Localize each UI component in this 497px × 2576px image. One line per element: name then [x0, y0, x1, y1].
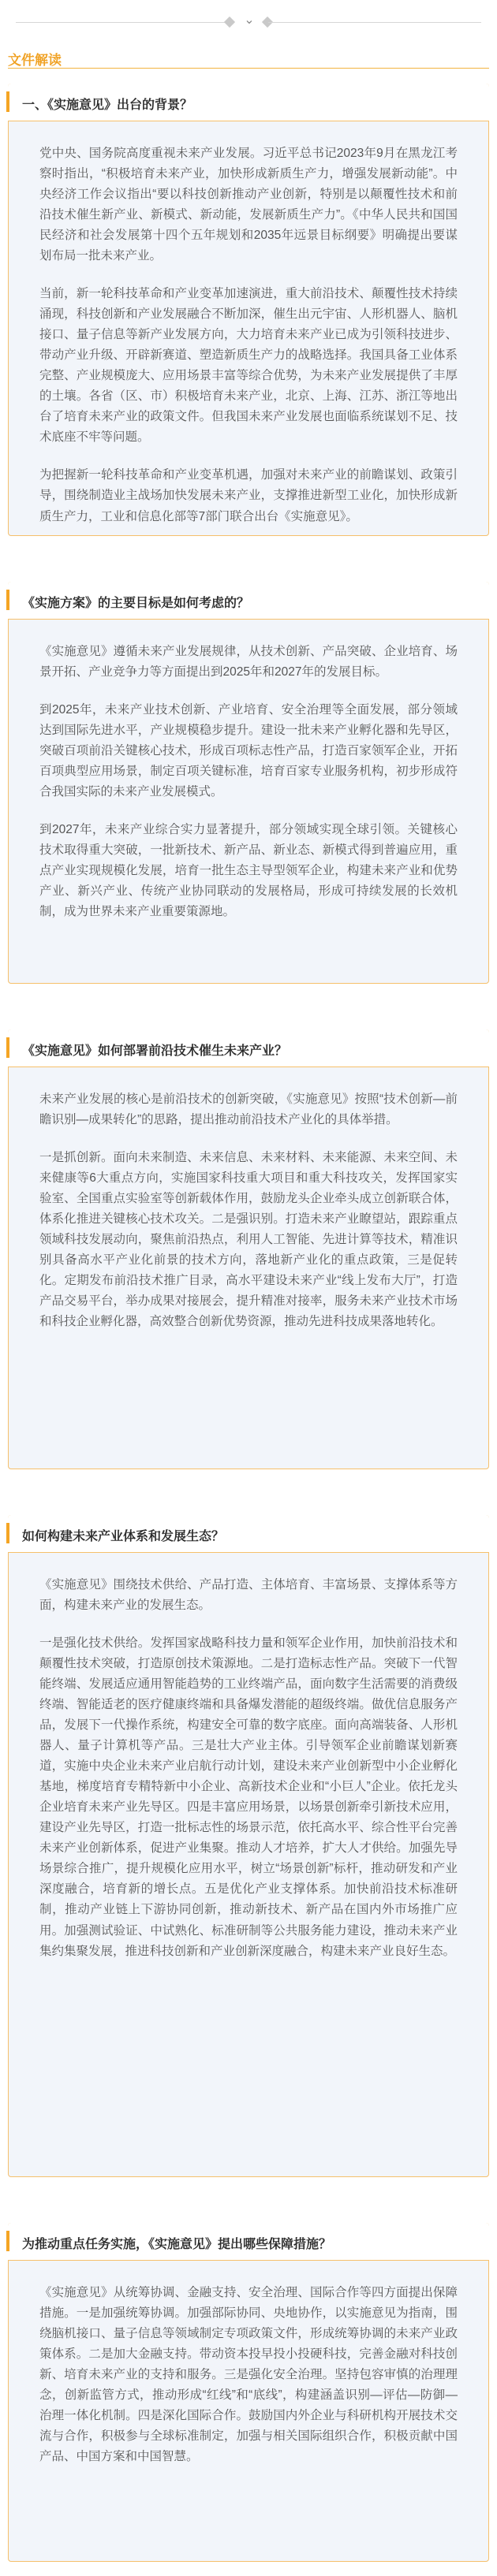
accent-bar: [6, 590, 9, 610]
faq-card-background: [8, 582, 489, 984]
faq-answer: [39, 642, 458, 940]
faq-card-background: [8, 2223, 489, 2562]
faq-card-background: [8, 1515, 489, 2177]
faq-answer: [39, 1089, 458, 1349]
section-title: 文件解读: [8, 53, 62, 68]
answer-paragraph: 一是抓创新。面向未来制造、未来信息、未来材料、未来能源、未来空间、未来健康等6大重点方向，实施国家科技重大项目和重大科技攻关，发挥国家实验室、全国重点实验室等创新载体作用，鼓励龙头企业牵头成立创新联合体，体系化推进关键核心技术攻关。二是强识别。打造未来产业瞭望站，跟踪重点领域科技发展动向，聚焦前沿热点，利用人工智能、先进计算等技术，精准识别具备高水平产业化前景的技术方向，落地新产业化的重点政策，三是促转化。定期发布前沿技术推广目录，高水平建设未来产业“线上发布大厅”，打造产品交易平台，举办成果对接展会，提升精准对接率，服务未来产业技术市场和科技企业孵化器，高效整合创新优势资源，推动先进科技成果落地转化。: [39, 1151, 458, 1329]
accent-bar: [6, 2231, 9, 2251]
faq-card-header: [8, 1515, 489, 1553]
faq-card-header: [8, 1029, 489, 1067]
chevron-down-icon[interactable]: ⌄: [244, 13, 255, 27]
faq-card-header: [8, 2223, 489, 2261]
answer-paragraph: 《实施意见》围绕技术供给、产品打造、主体培育、丰富场景、支撑体系等方面，构建未来产业的发展生态。: [39, 1578, 458, 1613]
answer-paragraph: 当前，新一轮科技革命和产业变革加速演进，重大前沿技术、颠覆性技术持续涌现，科技创新和产业发展融合不断加深，催生出元宇宙、人形机器人、脑机接口、量子信息等新产业发展方向，大力培育未来产业已成为引领科技进步、带动产业升级、开辟新赛道、塑造新质生产力的战略选择。我国具备工业体系完整、产业规模庞大、应用场景丰富等综合优势，为未来产业发展提供了丰厚的土壤。各省（区、市）积极培育未来产业，北京、上海、江苏、浙江等地出台了培育未来产业的政策文件。但我国未来产业发展也面临系统谋划不足、技术底座不牢等问题。: [39, 287, 458, 445]
answer-paragraph: 一是强化技术供给。发挥国家战略科技力量和领军企业作用，加快前沿技术和颠覆性技术突破，打造原创技术策源地。二是打造标志性产品。突破下一代智能终端、发展适应通用智能趋势的工业终端产品，面向数字生活需要的消费级终端、智能适老的医疗健康终端和具备爆发潜能的超级终端。做优信息服务产品，发展下一代操作系统，构建安全可靠的数字底座。面向高端装备、人形机器人、量子计算机等产品。三是壮大产业主体。引导领军企业前瞻谋划新赛道，实施中央企业未来产业启航行动计划，建设未来产业创新型中小企业孵化基地，梯度培育专精特新中小企业、高新技术企业和“小巨人”企业。依托龙头企业培育未来产业先导区。四是丰富应用场景，以场景创新牵引新技术应用，建设产业先导区，打造一批标志性的场景示范，依托高水平、综合性平台完善未来产业创新体系，促进产业集聚。推动人才培养，扩大人才供给。加强先导场景综合推广，提升规模化应用水平，树立“场景创新”标杆，推动研发和产业深度融合，培育新的增长点。五是优化产业支撑体系。加快前沿技术标准研制，推动产业链上下游协同创新，推动新技术、新产品在国内外市场推广应用。加强测试验证、中试熟化、标准研制等公共服务能力建设，推动未来产业集约集聚发展，推进科技创新和产业创新深度融合，构建未来产业良好生态。: [39, 1636, 458, 1958]
answer-paragraph: 党中央、国务院高度重视未来产业发展。习近平总书记2023年9月在黑龙江考察时指出，“积极培育未来产业，加快形成新质生产力，增强发展新动能”。中央经济工作会议指出“要以科技创新推动产业创新，特别是以颠覆性技术和前沿技术催生新产业、新模式、新动能，发展新质生产力”。《中华人民共和国国民经济和社会发展第十四个五年规划和2035年远景目标纲要》明确提出要谋划布局一批未来产业。: [39, 147, 458, 263]
accent-bar: [6, 91, 9, 112]
faq-answer: [39, 143, 458, 545]
top-divider-right: [268, 22, 481, 23]
faq-card-background: [8, 84, 489, 536]
faq-card-header: [8, 84, 489, 121]
section-underline: [8, 68, 489, 69]
faq-question: 一、《实施意见》出台的背景？: [22, 99, 193, 112]
faq-answer: [39, 2283, 458, 2485]
faq-question: 为推动重点任务实施，《实施意见》提出哪些保障措施？: [22, 2238, 332, 2251]
answer-paragraph: 《实施意见》遵循未来产业发展规律，从技术创新、产品突破、企业培育、场景开拓、产业竞争力等方面提出到2025年和2027年的发展目标。: [39, 645, 458, 679]
top-divider-left: [16, 22, 229, 23]
faq-question: 《实施意见》如何部署前沿技术催生未来产业？: [22, 1044, 288, 1058]
answer-paragraph: 未来产业发展的核心是前沿技术的创新突破，《实施意见》按照“技术创新—前瞻识别—成果转化”的思路，提出推动前沿技术产业化的具体举措。: [39, 1093, 458, 1127]
accent-bar: [6, 1037, 9, 1058]
answer-paragraph: 到2027年，未来产业综合实力显著提升，部分领域实现全球引领。关键核心技术取得重大突破，一批新技术、新产品、新业态、新模式得到普遍应用，重点产业实现规模化发展，培育一批生态主导型领军企业，构建未来产业和优势产业、新兴产业、传统产业协同联动的发展格局，形成可持续发展的长效机制，成为世界未来产业重要策源地。: [39, 823, 458, 919]
accent-bar: [6, 1523, 9, 1543]
answer-paragraph: 为把握新一轮科技革命和产业变革机遇，加强对未来产业的前瞻谋划、政策引导，围绕制造业主战场加快发展未来产业，支撑推进新型工业化，加快形成新质生产力，工业和信息化部等7部门联合出台《实施意见》。: [39, 468, 458, 523]
answer-paragraph: 《实施意见》从统筹协调、金融支持、安全治理、国际合作等四方面提出保障措施。一是加强统筹协调。加强部际协同、央地协作，以实施意见为指南，围绕脑机接口、量子信息等领域制定专项政策文件，形成统筹协调的未来产业政策体系。二是加大金融支持。带动资本投早投小投硬科技，完善金融对科技创新、培育未来产业的支持和服务。三是强化安全治理。坚持包容审慎的治理理念，创新监管方式，推动形成“红线”和“底线”，构建涵盖识别—评估—防御—治理一体化机制。四是深化国际合作。鼓励国内外企业与科研机构开展技术交流与合作，积极参与全球标准制定，加强与相关国际组织合作，积极贡献中国产品、中国方案和中国智慧。: [39, 2286, 458, 2464]
faq-answer: [39, 1575, 458, 1979]
answer-paragraph: 到2025年，未来产业技术创新、产业培育、安全治理等全面发展，部分领域达到国际先进水平，产业规模稳步提升。建设一批未来产业孵化器和先导区，突破百项前沿关键核心技术，形成百项标志性产品，打造百家领军企业，开拓百项典型应用场景，制定百项关键标准，培育百家专业服务机构，初步形成符合我国实际的未来产业发展模式。: [39, 703, 458, 799]
faq-card-header: [8, 582, 489, 620]
faq-question: 《实施方案》的主要目标是如何考虑的？: [22, 597, 250, 610]
faq-question: 如何构建未来产业体系和发展生态？: [22, 1530, 225, 1543]
faq-card-background: [8, 1029, 489, 1469]
diamond-ornament-left: [224, 17, 235, 28]
